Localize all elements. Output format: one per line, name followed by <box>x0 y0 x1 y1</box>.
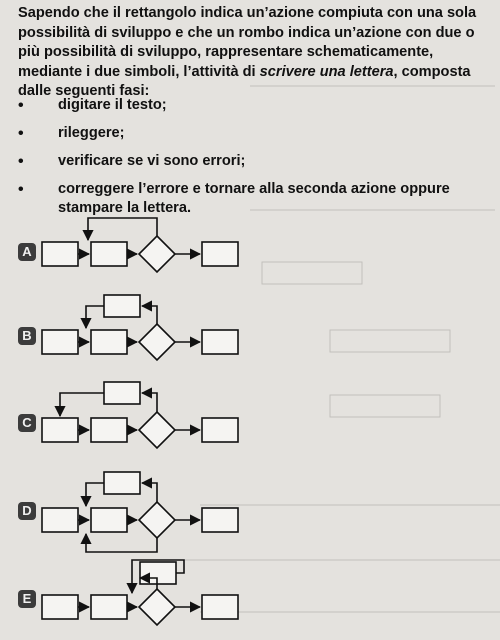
print-box <box>202 508 238 532</box>
write-box <box>42 242 78 266</box>
step-text: digitare il testo; <box>58 97 167 113</box>
option-e-flowchart[interactable] <box>42 560 238 625</box>
write-box <box>42 595 78 619</box>
option-d-badge[interactable]: D <box>18 502 36 520</box>
reread-box <box>91 508 127 532</box>
write-box <box>42 508 78 532</box>
option-b-flowchart[interactable] <box>42 295 238 360</box>
print-box <box>202 330 238 354</box>
option-c-badge[interactable]: C <box>18 414 36 432</box>
bullet-icon: • <box>18 125 24 142</box>
step-text: correggere l’errore e tornare alla seconda azione oppure stampare la lettera. <box>58 181 450 216</box>
check-diamond <box>139 236 175 272</box>
bullet-icon: • <box>18 153 24 170</box>
write-box <box>42 418 78 442</box>
write-box <box>42 330 78 354</box>
reread-box <box>91 242 127 266</box>
correct-box <box>140 562 176 584</box>
check-diamond <box>139 324 175 360</box>
correct-box <box>104 382 140 404</box>
option-a-badge[interactable]: A <box>18 243 36 261</box>
bullet-icon: • <box>18 181 24 198</box>
step-text: rileggere; <box>58 125 125 141</box>
option-e-badge[interactable]: E <box>18 590 36 608</box>
reread-box <box>91 330 127 354</box>
option-a-flowchart[interactable] <box>42 218 238 272</box>
option-b-badge[interactable]: B <box>18 327 36 345</box>
instruction-part-1: Sapendo che il rettangolo indica un’azione compiuta con una sola possibilità di sviluppo e che un rombo indica un’azione con due o più possibilità di sviluppo, rappresentare schematicamente, mediante i due simboli, l’attività di <box>18 5 477 80</box>
correct-box <box>104 472 140 494</box>
check-diamond <box>139 502 175 538</box>
step-text: verificare se vi sono errori; <box>58 153 246 169</box>
print-box <box>202 418 238 442</box>
instruction-activity: scrivere una lettera <box>259 63 394 80</box>
check-diamond <box>139 589 175 625</box>
reread-box <box>91 595 127 619</box>
correct-box <box>104 295 140 317</box>
option-c-flowchart[interactable] <box>42 382 238 448</box>
reread-box <box>91 418 127 442</box>
print-box <box>202 595 238 619</box>
bullet-icon: • <box>18 97 24 114</box>
instruction-part-2: , composta dalle seguenti fasi: <box>18 63 471 100</box>
print-box <box>202 242 238 266</box>
option-d-flowchart[interactable] <box>42 472 238 552</box>
check-diamond <box>139 412 175 448</box>
